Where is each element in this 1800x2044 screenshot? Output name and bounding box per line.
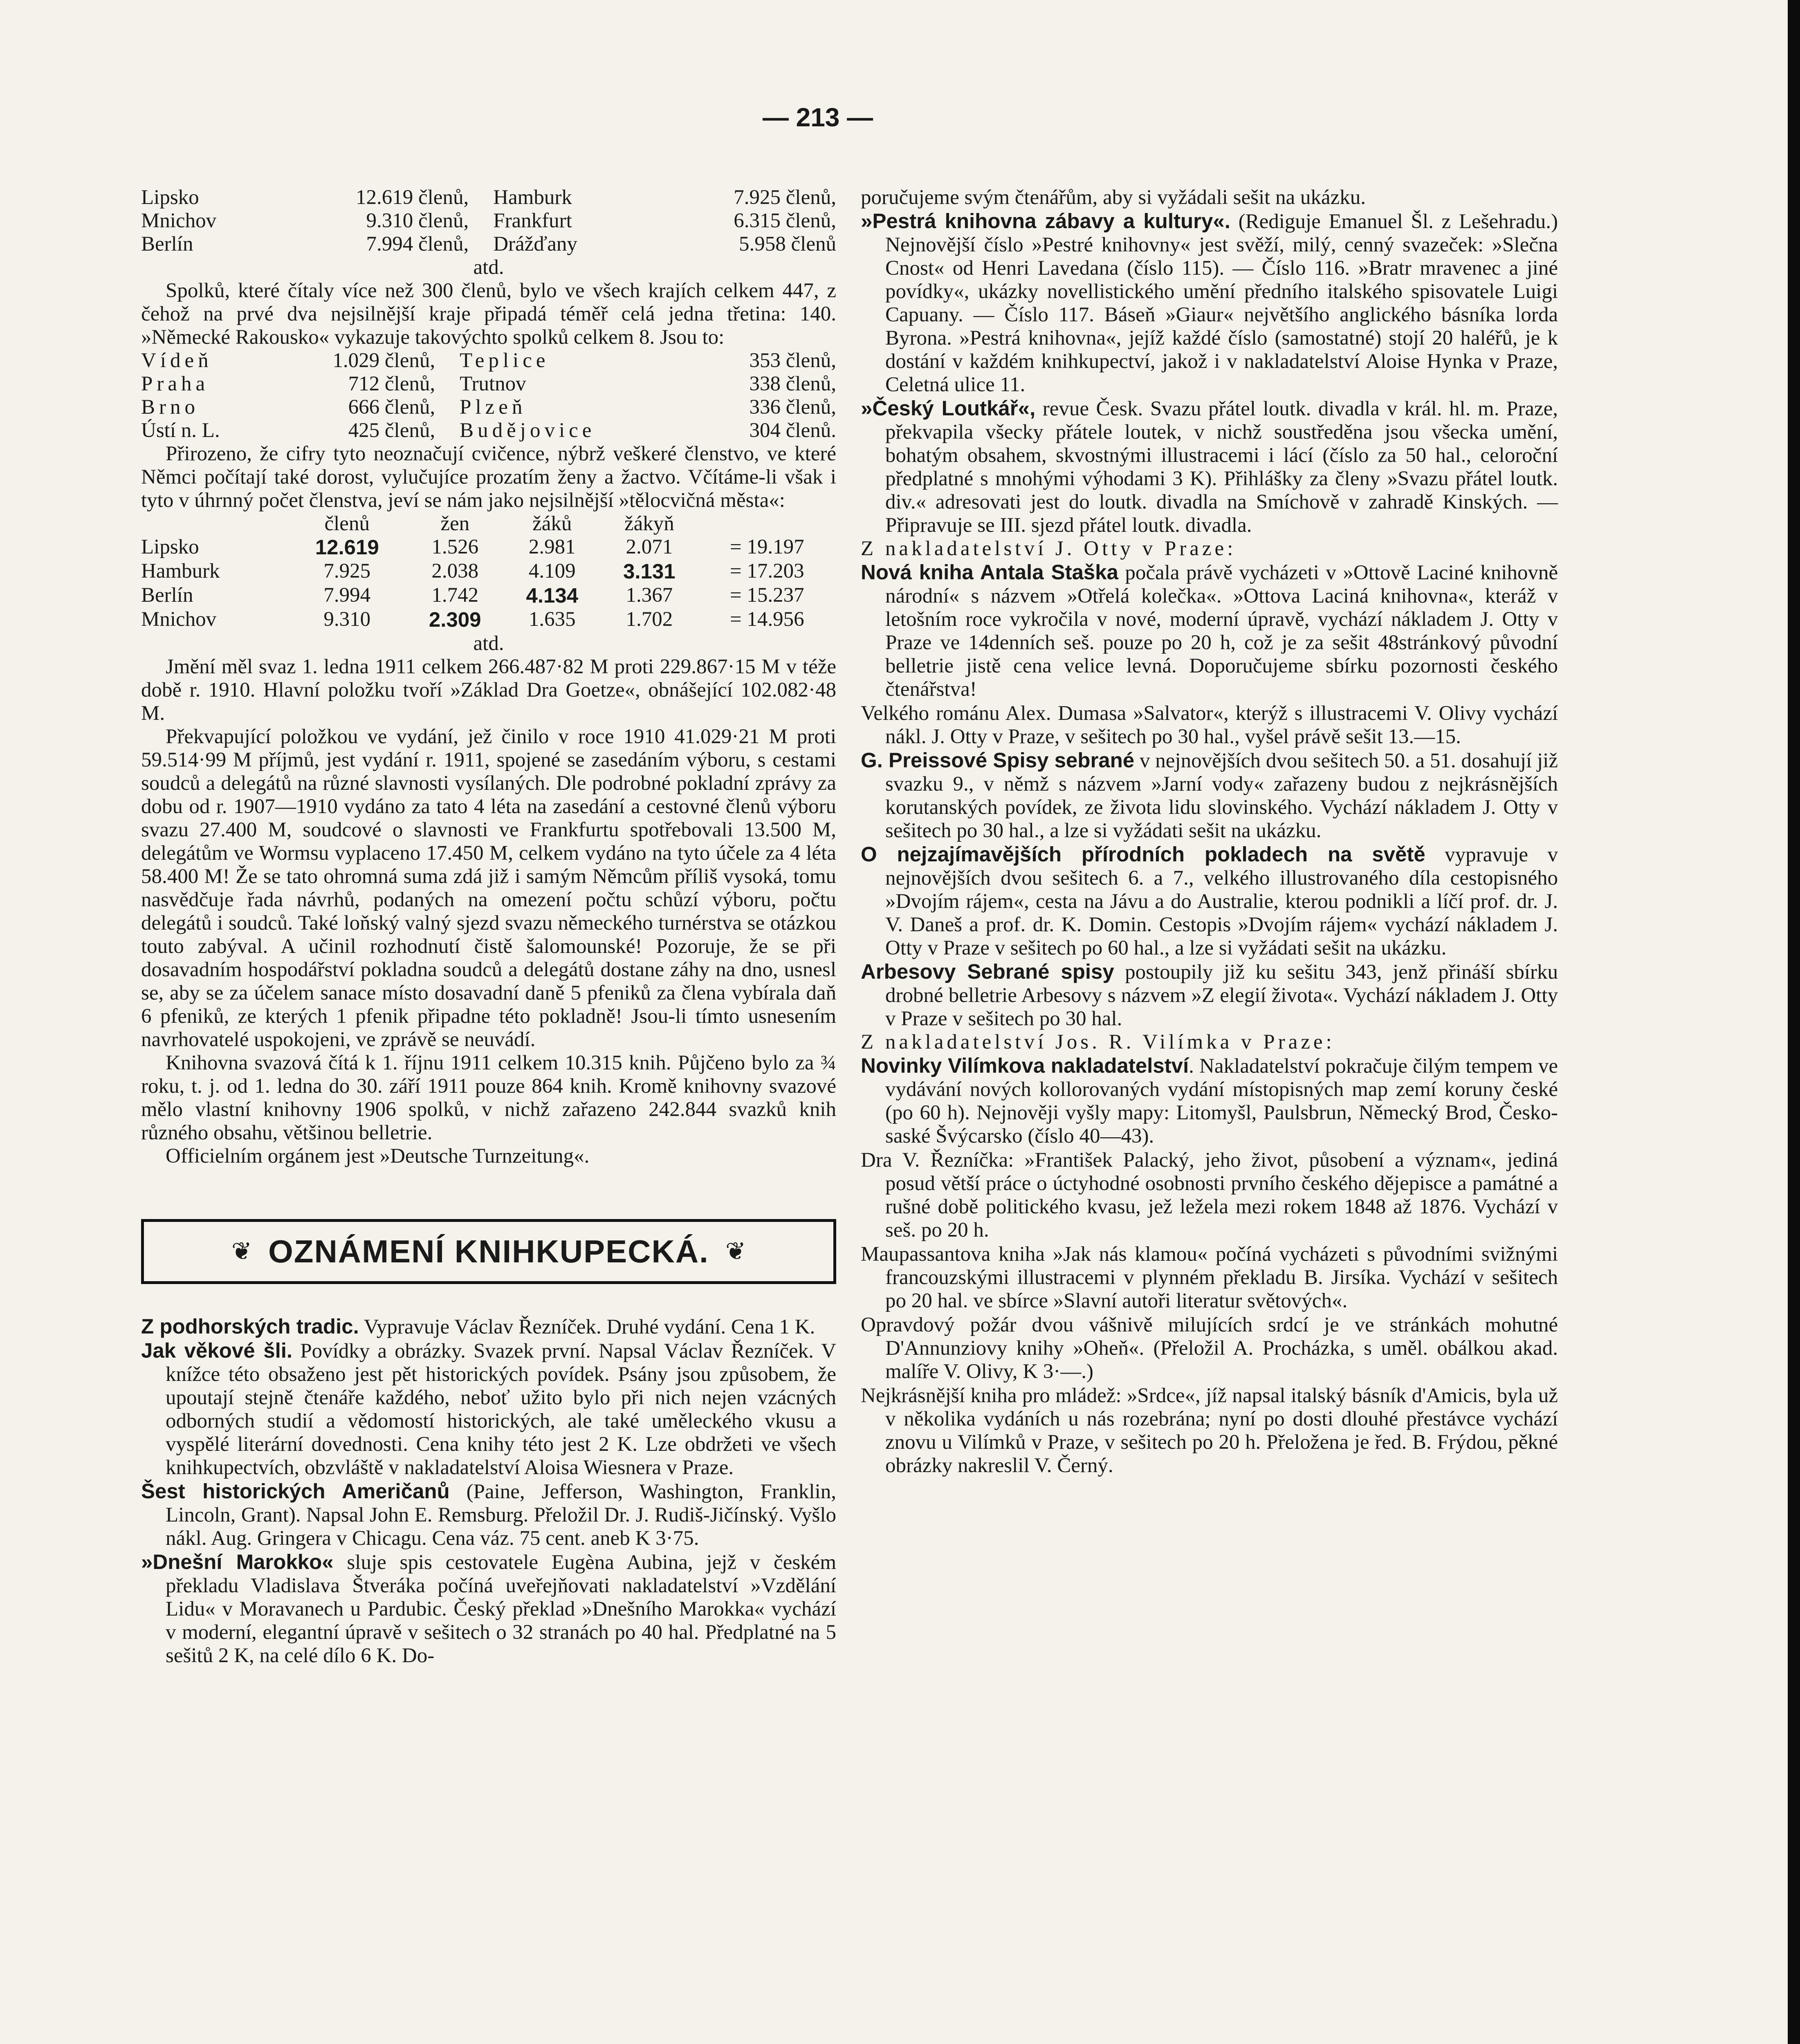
entry-text: v nejnovějších dvou sešitech 50. a 51. dosahují již svazku 9., v němž s názvem »Jarní vody« zařazeny budou z nejkrásnějších korutanských povídek, ze života lidu slovinského. Vychází nákladem J. Otty v sešitech po 30 hal., a lze si vyžádati sešit na ukázku. bbox=[885, 749, 1558, 842]
paragraph: Spolků, které čítaly více než 300 členů, bylo ve všech krajích celkem 447, z čehož na prvé dva nejsilnější kraje připadá téměř celá jedna třetina: 140. »Německé Rakousko« vykazuje takovýchto spolků celkem 8. Jsou to: bbox=[141, 279, 836, 349]
table-cell: 9.310 bbox=[323, 608, 371, 631]
table-cell: 338 členů, bbox=[749, 372, 836, 395]
paragraph: poručujeme svým čtenářům, aby si vyžádali sešit na ukázku. bbox=[861, 186, 1366, 209]
list-item bbox=[141, 1339, 836, 1479]
table-cell: Lipsko bbox=[141, 536, 199, 558]
table-cell: = 15.237 bbox=[729, 584, 804, 607]
entry-text: Velkého románu Alex. Dumasa »Salvator«, kterýž s illustracemi V. Olivy vychází nákl. J. Otty v Praze, v sešitech po 30 hal., vyšel právě sešit 13.—15. bbox=[861, 702, 1558, 748]
entry-title: 3.131 bbox=[623, 560, 676, 583]
table-cell bbox=[698, 512, 836, 536]
etc-label: atd. bbox=[473, 256, 504, 279]
table-cell: 7.925 bbox=[323, 560, 371, 583]
table-cell: Vídeň bbox=[141, 349, 213, 372]
list-item bbox=[861, 397, 1558, 537]
table-cell: Mnichov bbox=[141, 209, 217, 232]
ornament-icon: ❦ bbox=[231, 1238, 252, 1265]
entry-title: Z podhorských tradic. bbox=[141, 1315, 359, 1338]
entry-title: 12.619 bbox=[315, 536, 379, 559]
table-cell: 712 členů, bbox=[348, 372, 435, 395]
table-cell: žen bbox=[440, 512, 470, 535]
table-row bbox=[141, 209, 836, 233]
table-cell: 6.315 členů, bbox=[734, 209, 836, 232]
right-column bbox=[861, 186, 1558, 1477]
section-heading: Z nakladatelství J. Otty v Praze: bbox=[861, 537, 1237, 560]
table-cell: 9.310 členů, bbox=[366, 209, 469, 232]
table-cell: 7.994 členů, bbox=[366, 233, 469, 256]
table-row bbox=[141, 233, 836, 256]
entry-title: 2.309 bbox=[429, 608, 481, 631]
entry-title: »Český Loutkář«, bbox=[861, 397, 1036, 420]
list-item bbox=[861, 1383, 1558, 1477]
table-cell bbox=[141, 512, 288, 536]
table-cell: Trutnov bbox=[460, 372, 526, 395]
table-cell: žákyň bbox=[624, 512, 674, 535]
table-cell: 1.029 členů, bbox=[332, 349, 435, 372]
table-cell: 666 členů, bbox=[348, 396, 435, 419]
ornament-icon: ❦ bbox=[725, 1238, 746, 1265]
entry-text: Nejkrásnější kniha pro mládež: »Srdce«, jíž napsal italský básník d'Amicis, byla už v několika vydáních u nás rozebrána; nyní po dosti dlouhé přestávce vychází znovu u Vilímků v Praze, v sešitech po 20 h. Přeložena je řed. B. Frýdou, pěkné obrázky nakreslil V. Černý. bbox=[861, 1384, 1558, 1477]
entry-text: (Rediguje Emanuel Šl. z Lešehradu.) Nejnovější číslo »Pestré knihovny« jest svěží, milý, cenný svazeček: »Slečna Cnost« od Henri Lavedana (číslo 115). — Číslo 116. »Bratr mravenec a jiné povídky«, ukázky novellistického umění předního italského spisovatele Luigi Capuany. — Číslo 117. Báseň »Giaur« největšího anglického básníka lorda Byrona. »Pestrá knihovna«, jejíž každé číslo (samostatné) stojí 20 haléřů, je k dostání v každém knihkupectví, jakož i v nakladatelství Aloise Hynka v Praze, Celetná ulice 11. bbox=[885, 210, 1558, 396]
table-cell: 2.071 bbox=[626, 536, 673, 558]
entry-text: Dra V. Řezníčka: »František Palacký, jeho život, působení a význam«, jediná posud větší práce o úctyhodné osobnosti prvního českého dějepisce a památné a rušné době politického kvasu, jež ležela mezi rokem 1848 až 1876. Vychází v seš. po 20 h. bbox=[861, 1149, 1558, 1242]
table-cell bbox=[503, 584, 601, 608]
entry-text: . Nakladatelství pokračuje čilým tempem ve vydávání nových kollorovaných vydání místopisných map zemí koruny české (po 60 h). Nejnověji vyšly mapy: Litomyšl, Paulsbrun, Německý Brod, Česko-saské Švýcarsko (číslo 40—43). bbox=[885, 1055, 1558, 1148]
table-cell: 5.958 členů bbox=[739, 233, 836, 256]
etc-label: atd. bbox=[473, 632, 504, 655]
entry-title: Novinky Vilímkova nakladatelství bbox=[861, 1054, 1189, 1077]
table-cell: žáků bbox=[532, 512, 572, 535]
table-cell: 2.981 bbox=[528, 536, 576, 558]
table-cell: 2.038 bbox=[431, 560, 479, 583]
entry-title: »Dnešní Marokko« bbox=[141, 1550, 334, 1573]
table-cell bbox=[288, 536, 406, 560]
table-row bbox=[141, 584, 836, 608]
entry-text: počala právě vycházeti v »Ottově Laciné knihovně národní« s názvem »Otřelá kolečka«. »Ottova Laciná knihovna«, kteráž v letošním roce vykročila v nové, moderní úpravě, vychází nákladem J. Otty v Praze ve 14denních seš. pouze po 20 h, což je za sešit 48stránkový původní belletrie jistě cena velice levná. Doporučujeme sbírku pozornosti českého čtenářstva! bbox=[885, 561, 1558, 701]
table-cell: 353 členů, bbox=[749, 349, 836, 372]
list-item bbox=[861, 843, 1558, 960]
entry-text: Vypravuje Václav Řezníček. Druhé vydání. Cena 1 K. bbox=[359, 1316, 815, 1338]
paragraph: Knihovna svazová čítá k 1. říjnu 1911 celkem 10.315 knih. Půjčeno bylo za ¾ roku, t. j. od 1. ledna do 30. září 1911 pouze 864 knih. Kromě knihovny svazové mělo vlastní knihovny 1906 spolků, v nichž zařazeno 242.844 svazků knih různého obsahu, většinou belletrie. bbox=[141, 1051, 836, 1144]
paragraph: Officielním orgánem jest »Deutsche Turnzeitung«. bbox=[166, 1145, 590, 1168]
table-cell: = 17.203 bbox=[729, 560, 804, 583]
entry-text: Povídky a obrázky. Svazek první. Napsal Václav Řezníček. V knížce této obsaženo jest pět historických povídek. Psány jsou způsobem, že upoutají stejně čtenáře každého, neboť užito bylo při nich nejen vzácných odborných studií a vědomostí historických, ale také uměleckého vkusu a vyspělé literární dovednosti. Cena knihy této jest 2 K. Lze obdržeti ve všech knihkupectvích, obzvláště v nakladatelství Aloisa Wiesnera v Praze. bbox=[166, 1340, 836, 1479]
paragraph: Překvapující položkou ve vydání, jež činilo v roce 1910 41.029·21 M proti 59.514·99 M příjmů, jest vydání r. 1911, spojené se zasedáním výboru, s cestami soudců a delegátů na různé slavnosti vysílaných. Dle podrobné pokladní zprávy za dobu od r. 1907—1910 vydáno za tato 4 léta na zasedání a cestovné členů výboru svazu 27.400 M, soudcové o slavnosti ve Frankfurtu spotřebovali 13.500 M, delegátům ve Wormsu vyplaceno 17.450 M, celkem vydáno na tyto účele za 4 léta 58.400 M! Že se tato ohromná suma zdá již i samým Němcům příliš vysoká, tomu nasvědčuje řada návrhů, podaných na omezení počtu schůzí výboru, počtu delegátů i soudců. Také loňský valný sjezd svazu německého turnérstva se otázkou touto zabýval. A učinil rozhodnutí čistě šalomounské! Pozoruje, že se při dosavadním hospodářství pokladna soudců a delegátů dostane záhy na dno, usnesl se, aby se za účelem sanace místo dosavadní daně 5 pfeniků za člena vybírala daň 6 pfeniků, ze kterých 1 pfenik připadne této pokladně! Jsou-li tímto usnesením navrhovatelé uspokojeni, ve zprávě se neuvádí. bbox=[141, 725, 836, 1051]
table-cell: = 14.956 bbox=[729, 608, 804, 631]
entry-text: sluje spis cestovatele Eugèna Aubina, jejž v českém překladu Vladislava Štveráka počíná uveřejňovati nakladatelství »Vzdělání Lidu« v Moravanech u Pardubic. Český překlad »Dnešního Marokka« vychází v moderní, elegantní úpravě v sešitech o 32 stranách po 40 hal. Předplatné na 5 sešitů 2 K, na celé dílo 6 K. Do- bbox=[166, 1551, 836, 1667]
entry-title: Šest historických Američanů bbox=[141, 1479, 450, 1503]
table-cell: 425 členů, bbox=[348, 419, 435, 442]
table-cell: Hamburk bbox=[493, 186, 572, 209]
left-column bbox=[141, 186, 836, 1667]
list-item bbox=[861, 209, 1558, 397]
table-row bbox=[141, 372, 836, 396]
table-cell: Mnichov bbox=[141, 608, 217, 631]
table-cell: 1.526 bbox=[431, 536, 479, 558]
entry-title: Arbesovy Sebrané spisy bbox=[861, 960, 1114, 983]
entry-title: O nejzajímavějších přírodních pokladech na světě bbox=[861, 843, 1425, 866]
table-row bbox=[141, 186, 836, 209]
table-cell: 336 členů, bbox=[749, 396, 836, 419]
section-heading: Z nakladatelství Jos. R. Vilímka v Praze: bbox=[861, 1031, 1335, 1053]
table-cell: 7.994 bbox=[323, 584, 371, 607]
table-cell: členů bbox=[324, 512, 370, 535]
entry-text: Maupassantova kniha »Jak nás klamou« počíná vycházeti s původními svižnými francouzskými illustracemi v plynném překladu B. Jirsíka. Vychází v sešitech po 20 hal. ve sbírce »Slavní autoři literatur světových«. bbox=[861, 1243, 1558, 1312]
list-item bbox=[861, 749, 1558, 843]
table-cell: Lipsko bbox=[141, 186, 199, 209]
entry-text: revue Česk. Svazu přátel loutk. divadla v král. hl. m. Praze, překvapila všecky přátele loutek, v nichž soustředěna jsou všecka umění, bohatým obsahem, skvostnými illustracemi i lácí (číslo za 50 hal., celoroční předplatné s mnohými výhodami 3 K). Přihlášky za členy »Svazu přátel loutk. div.« adresovati jest do loutk. divadla na Smíchově v zahradě Kinských. — Připravuje se III. sjezd přátel loutk. divadla. bbox=[885, 397, 1558, 537]
table-cell: Drážďany bbox=[493, 233, 577, 256]
table-cell: Frankfurt bbox=[493, 209, 572, 232]
entry-title: »Pestrá knihovna zábavy a kultury«. bbox=[861, 209, 1230, 233]
entry-title: Jak věkové šli. bbox=[141, 1339, 293, 1362]
table-row bbox=[141, 396, 836, 419]
banner-title: OZNÁMENÍ KNIHKUPECKÁ. bbox=[268, 1233, 709, 1269]
table-row bbox=[141, 608, 836, 632]
entry-text: Opravdový požár dvou vášnivě milujících srdcí je ve stránkách mohutné D'Annunziovy knihy »Oheň«. (Přeložil A. Procházka, s uměl. obálkou akad. malíře V. Olivy, K 3·—.) bbox=[861, 1313, 1558, 1383]
table-cell: Budějovice bbox=[460, 419, 596, 442]
table-cell: Teplice bbox=[460, 349, 550, 372]
paragraph: Přirozeno, že cifry tyto neoznačují cvičence, nýbrž veškeré členstvo, ve které Němci počítají také dorost, vylučujíce prozatím ženy a žactvo. Včítáme-li však i tyto v úhrnný počet členstva, jeví se nám jako nejsilnější »tělocvičná města«: bbox=[141, 442, 836, 512]
table-cell: Berlín bbox=[141, 233, 193, 256]
table-row bbox=[141, 349, 836, 372]
table-cell bbox=[601, 560, 698, 584]
entry-text: vypravuje v nejnovějších dvou sešitech 6. a 7., velkého illustrovaného díla cestopisného »Dvojím rájem«, cesta na Jávu a do Australie, kterou podnikli a líčí prof. dr. J. V. Daneš a prof. dr. K. Domin. Cestopis »Dvojím rájem« vychází nákladem J. Otty v Praze v sešitech po 60 hal., a lze si vyžádati sešit na ukázku. bbox=[885, 843, 1558, 959]
cities-austria-table bbox=[141, 349, 836, 442]
page-number: — 213 — bbox=[762, 103, 873, 132]
table-cell: Plzeň bbox=[460, 396, 527, 419]
paragraph: Jmění měl svaz 1. ledna 1911 celkem 266.487·82 M proti 229.867·15 M v téže době r. 1910. Hlavní položku tvoří »Základ Dra Goetze«, obnášející 102.082·48 M. bbox=[141, 655, 836, 725]
table-cell: 1.635 bbox=[528, 608, 576, 631]
list-item bbox=[861, 1054, 1558, 1148]
table-row bbox=[141, 419, 836, 442]
table-cell: Ústí n. L. bbox=[141, 419, 220, 442]
entry-title: Nová kniha Antala Staška bbox=[861, 560, 1118, 584]
table-cell: 4.109 bbox=[528, 560, 576, 583]
list-item bbox=[861, 701, 1558, 749]
list-item bbox=[141, 1315, 836, 1339]
entry-text: postoupily již ku sešitu 343, jenž přináší sbírku drobné belletrie Arbesovy s názvem »Z elegií života«. Vychází nákladem J. Otty v Praze v sešitech po 30 hal. bbox=[885, 961, 1558, 1030]
table-cell: 304 členů. bbox=[749, 419, 836, 442]
table-cell: 7.925 členů, bbox=[734, 186, 836, 209]
table-cell: 1.702 bbox=[626, 608, 673, 631]
table-row bbox=[141, 560, 836, 584]
table-cell: Berlín bbox=[141, 584, 193, 607]
cities-top-table bbox=[141, 186, 836, 256]
membership-stats-table bbox=[141, 512, 836, 632]
table-cell: 1.742 bbox=[431, 584, 479, 607]
table-cell: Brno bbox=[141, 396, 199, 419]
list-item bbox=[861, 1313, 1558, 1383]
table-cell: Praha bbox=[141, 372, 209, 395]
entry-title: G. Preissové Spisy sebrané bbox=[861, 749, 1135, 772]
table-cell: 1.367 bbox=[626, 584, 673, 607]
scan-right-border bbox=[1788, 0, 1800, 2044]
table-header-row bbox=[141, 512, 836, 536]
table-row bbox=[141, 536, 836, 560]
list-item bbox=[141, 1479, 836, 1550]
entry-title: 4.134 bbox=[526, 584, 579, 607]
list-item bbox=[861, 560, 1558, 701]
list-item bbox=[861, 1242, 1558, 1313]
list-item bbox=[141, 1550, 836, 1667]
table-cell: 12.619 členů, bbox=[356, 186, 469, 209]
table-cell bbox=[406, 608, 504, 632]
table-cell: Hamburk bbox=[141, 560, 220, 583]
list-item bbox=[861, 960, 1558, 1031]
entry-text: (Paine, Jefferson, Washington, Franklin, Lincoln, Grant). Napsal John E. Remsburg. Přeložil Dr. J. Rudiš-Jičínský. Vyšlo nákl. Aug. Gringera v Chicagu. Cena váz. 75 cent. aneb K 3·75. bbox=[166, 1480, 836, 1550]
table-cell: = 19.197 bbox=[729, 536, 804, 558]
section-banner bbox=[141, 1219, 836, 1284]
list-item bbox=[861, 1148, 1558, 1242]
